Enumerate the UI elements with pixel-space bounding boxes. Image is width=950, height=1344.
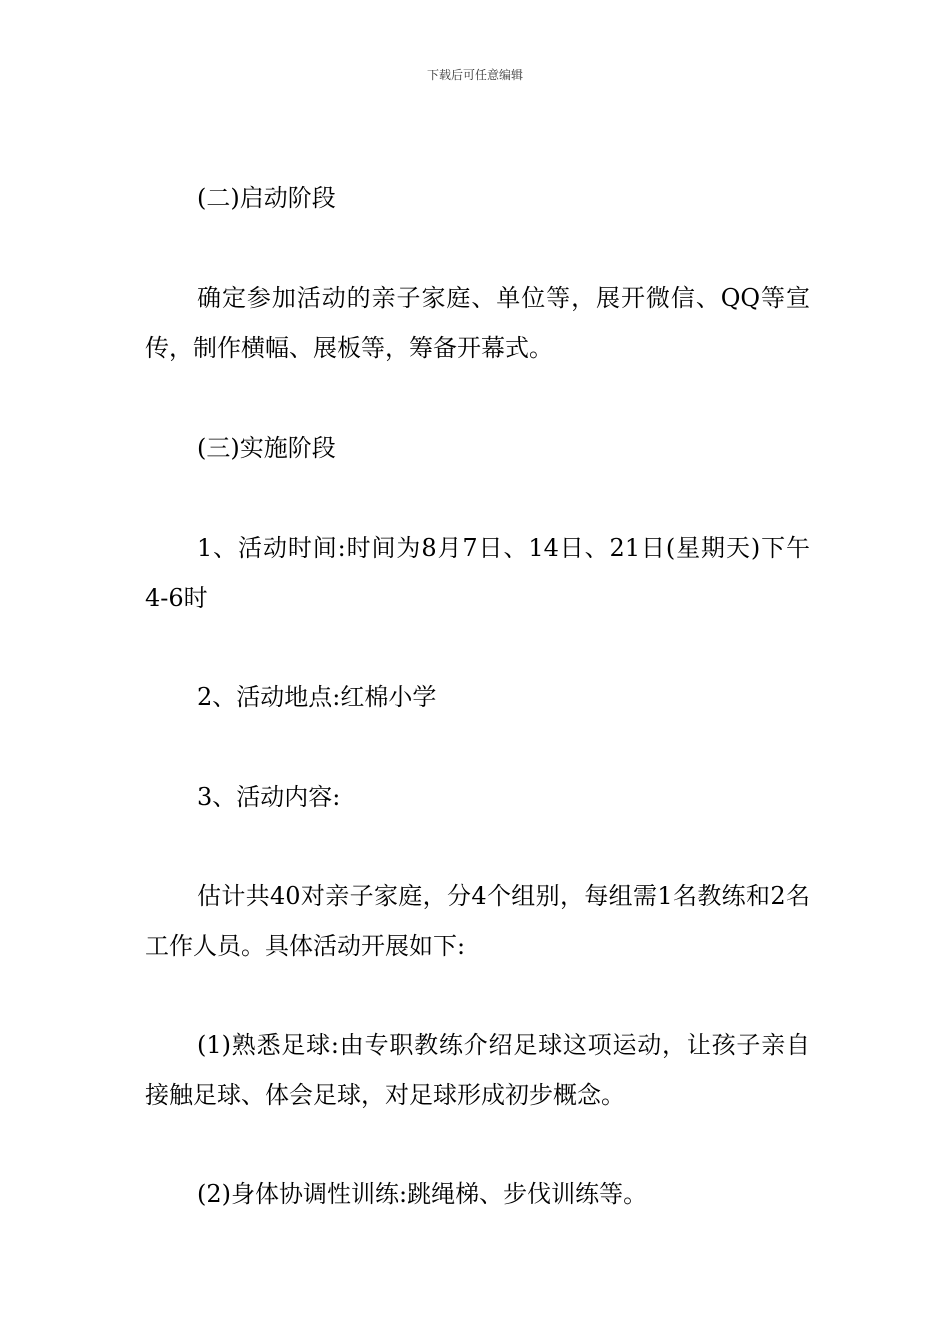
paragraph-coordination-training: (2)身体协调性训练:跳绳梯、步伐训练等。 (197, 1180, 648, 1208)
paragraph-activity-groups: 估计共40对亲子家庭，分4个组别，每组需1名教练和2名工作人员。具体活动开展如下: (145, 882, 810, 960)
page-header: 下载后可任意编辑 (426, 68, 523, 82)
section-heading-launch: (二)启动阶段 (197, 184, 336, 212)
section-heading-implementation: (三)实施阶段 (197, 434, 336, 462)
paragraph-activity-content-heading: 3、活动内容: (197, 783, 341, 811)
paragraph-launch-details: 确定参加活动的亲子家庭、单位等，展开微信、QQ等宣传，制作横幅、展板等，筹备开幕式。 (145, 284, 810, 362)
paragraph-activity-time: 1、活动时间:时间为8月7日、14日、21日(星期天)下午4-6时 (145, 534, 810, 612)
paragraph-activity-location: 2、活动地点:红棉小学 (197, 683, 437, 711)
paragraph-football-familiarization: (1)熟悉足球:由专职教练介绍足球这项运动，让孩子亲自接触足球、体会足球，对足球形成初步概念。 (145, 1031, 810, 1109)
